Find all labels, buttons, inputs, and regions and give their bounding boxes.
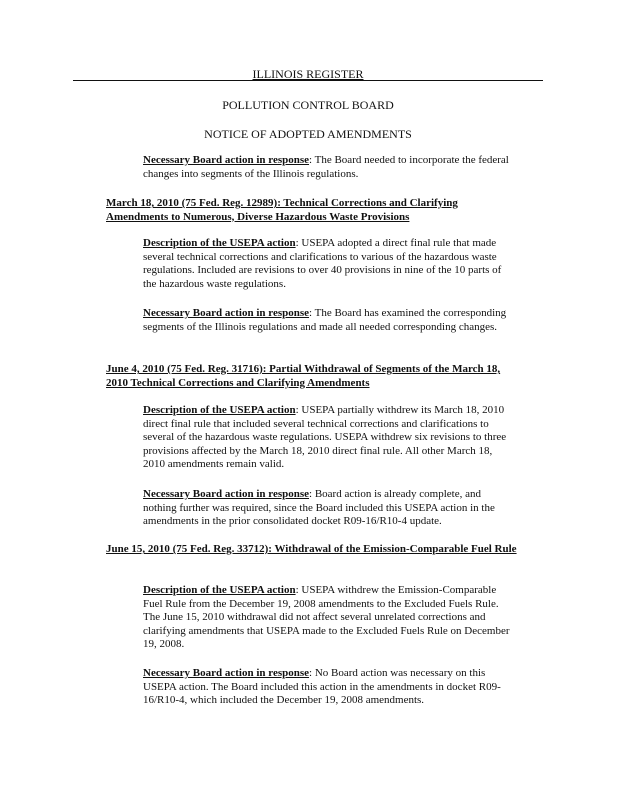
intro-paragraph (143, 154, 515, 181)
section-1-response (143, 307, 515, 334)
description-label: Description of the USEPA action (143, 237, 296, 249)
response-label: Necessary Board action in response (143, 667, 310, 679)
response-label: Necessary Board action in response (143, 488, 310, 500)
response-text: : Board action is already complete, and nothing further was required, since the Board included this USEPA action in the amendments in the prior consolidated docket R09-16/R10-4 update. (143, 488, 495, 528)
intro-label: Necessary Board action in response (143, 154, 310, 166)
description-text: : USEPA partially withdrew its March 18, 2010 direct final rule that included several technical corrections and clarifications to several of the hazardous waste regulations. USEPA withdrew six revisions to three provisions affected by the March 18, 2010 direct final rule. All other March 18, 2010 amendments remain valid. (143, 404, 507, 471)
response-text: : The Board has examined the corresponding segments of the Illinois regulations and made all needed corresponding changes. (143, 307, 507, 333)
section-1-description (143, 237, 515, 291)
section-2-description (143, 404, 515, 472)
response-label: Necessary Board action in response (143, 307, 310, 319)
intro-text: : The Board needed to incorporate the federal changes into segments of the Illinois regulations. (143, 154, 509, 180)
notice-title: NOTICE OF ADOPTED AMENDMENTS (204, 127, 412, 141)
description-label: Description of the USEPA action (143, 584, 296, 596)
description-text: : USEPA adopted a direct final rule that made several technical corrections and clarifications to various of the hazardous waste regulations. Included are revisions to over 40 provisions in nine of the 10 parts of the hazardous waste regulations. (143, 237, 502, 290)
section-3-response (143, 667, 515, 708)
description-text: : USEPA withdrew the Emission-Comparable Fuel Rule from the December 19, 2008 amendments to the Excluded Fuels Rule. The June 15, 2010 withdrawal did not affect several unrelated corrections and clarifying amendments that USEPA made to the Excluded Fuels Rule on December 19, 2008. (143, 584, 510, 651)
section-heading-june-4: June 4, 2010 (75 Fed. Reg. 31716): Partial Withdrawal of Segments of the March 18, 2010 Technical Corrections and Clarifying Amendments (106, 363, 501, 389)
response-text: : No Board action was necessary on this USEPA action. The Board included this action in the amendments in docket R09-16/R10-4, which included the December 19, 2008 amendments. (143, 667, 501, 707)
description-label: Description of the USEPA action (143, 404, 296, 416)
agency-title: POLLUTION CONTROL BOARD (222, 98, 394, 112)
section-heading-june-15: June 15, 2010 (75 Fed. Reg. 33712): Withdrawal of the Emission-Comparable Fuel Rule (106, 543, 517, 555)
section-3-description (143, 584, 515, 652)
register-title: ILLINOIS REGISTER (252, 67, 364, 81)
section-heading-march-18: March 18, 2010 (75 Fed. Reg. 12989): Technical Corrections and Clarifying Amendments to Numerous, Diverse Hazardous Waste Provisions (106, 197, 458, 223)
section-2-response (143, 488, 515, 529)
header-rule (73, 80, 543, 81)
